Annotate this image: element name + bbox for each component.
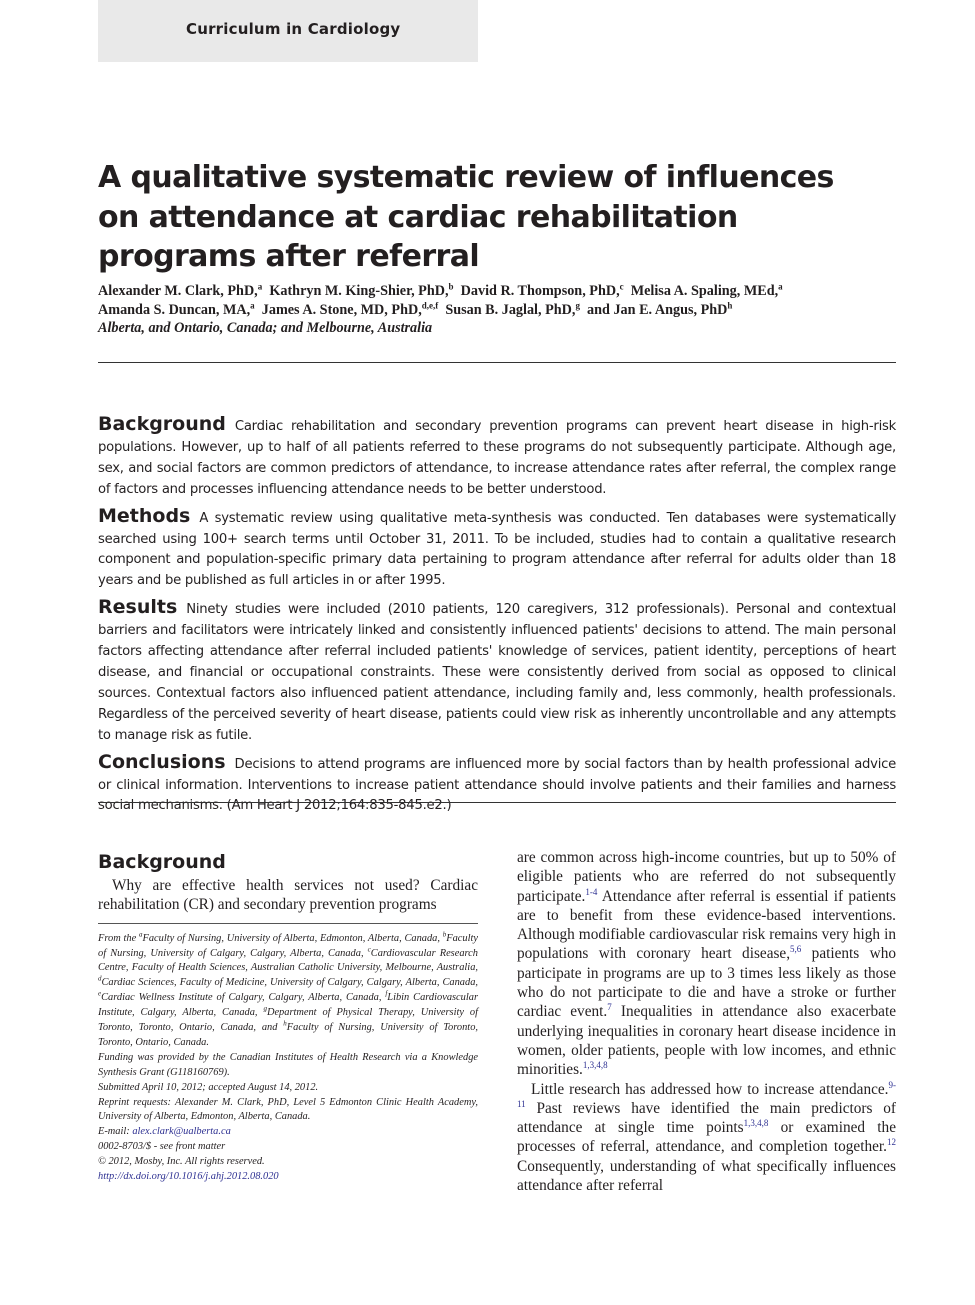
author-affiliation-mark: h (727, 299, 733, 310)
abstract-methods-label: Methods (98, 504, 191, 527)
footnote-funding: Funding was provided by the Canadian Institutes of Health Research via a Knowledge Synthesis Grant (G118160769). (98, 1051, 478, 1078)
footnote-text: Faculty of Nursing, University of Alberta, Edmonton, Alberta, Canada, (142, 932, 443, 944)
abstract-results (98, 597, 896, 746)
abstract-results-text: Ninety studies were included (2010 patients, 120 caregivers, 312 professionals). Personal and contextual barriers and facilitators were intricately linked and consistently influenced patients' decisions to attend. The main personal factors affecting attendance after referral included patients' knowledge of services, patient identity, perceptions of heart disease, and financial or occupational constraints. These were consistently derived from social as opposed to clinical sources. Contextual factors also influenced patient attendance, including family and, less commonly, health professionals. Regardless of the perceived severity of heart disease, patients could view risk as inherently uncontrollable and any attempts to manage risk as futile. (98, 602, 896, 743)
footnote-submitted: Submitted April 10, 2012; accepted August 14, 2012. (98, 1081, 319, 1093)
abstract-background (98, 414, 896, 501)
citation-ref[interactable]: 1,3,4,8 (582, 1060, 608, 1071)
author-affiliation-mark: c (619, 281, 624, 292)
divider-top (98, 362, 896, 363)
affiliation-mark: e (98, 989, 102, 998)
footnote-issn: 0002-8703/$ - see front matter (98, 1141, 226, 1153)
author-list (98, 282, 898, 338)
citation-ref[interactable]: 7 (607, 1002, 612, 1013)
author[interactable]: Alexander M. Clark, PhD, (98, 283, 258, 299)
citation-ref[interactable]: 12 (887, 1137, 896, 1148)
footnote-doi (98, 1170, 478, 1185)
author-affiliation-mark: g (575, 299, 580, 310)
author[interactable]: David R. Thompson, PhD, (460, 283, 620, 299)
body-paragraph: Why are effective health services not used? Cardiac rehabilitation (CR) and secondary prevention programs (98, 877, 478, 914)
journal-section-label: Curriculum in Cardiology (186, 20, 401, 38)
body-paragraph (517, 848, 896, 1080)
author-affiliation-mark: b (448, 281, 454, 292)
citation-ref[interactable]: 1,3,4,8 (743, 1118, 769, 1129)
doi-link[interactable]: http://dx.doi.org/10.1016/j.ahj.2012.08.020 (98, 1171, 279, 1183)
citation-ref[interactable]: 1-4 (585, 886, 598, 897)
footnote-text: Department of Physical Therapy, University of Toronto, Toronto, Ontario, Canada, and (98, 1007, 478, 1034)
affiliation-mark: c (367, 945, 371, 954)
footnote-copyright: © 2012, Mosby, Inc. All rights reserved. (98, 1156, 265, 1168)
footnote-text: Cardiac Wellness Institute of Calgary, Calgary, Alberta, Canada, (101, 992, 386, 1004)
body-text-run: are common across high-income countries, but up to 50% of eligible patients who are referred do not subsequently participate. (517, 849, 896, 905)
abstract (98, 414, 896, 822)
body-text-run: Inequalities in attendance also exacerbate underlying inequalities in coronary heart disease incidence in women, older patients, people with low incomes, and ethnic minorities. (517, 1003, 896, 1079)
footnote-rule (98, 923, 478, 924)
abstract-conclusions-text: Decisions to attend programs are influenced more by social factors than by health professional advice or clinical information. Interventions to increase patient attendance should involve patients and their families and harness social mechanisms. (Am Heart J 2012;164:835-845.e2.) (98, 756, 896, 814)
affiliation-mark: g (263, 1004, 267, 1013)
author[interactable]: Kathryn M. King-Shier, PhD, (269, 283, 449, 299)
abstract-results-label: Results (98, 596, 178, 619)
email-label: E-mail: (98, 1126, 133, 1138)
divider-abstract-bottom (98, 802, 896, 803)
footnote-text: Libin Cardiovascular Institute, Calgary, Alberta, Canada, (98, 992, 478, 1019)
author[interactable]: James A. Stone, MD, PhD, (261, 301, 422, 318)
email-link[interactable]: alex.clark@ualberta.ca (132, 1126, 231, 1138)
footnote-affiliations (98, 932, 478, 1051)
footnotes (98, 932, 478, 1185)
body-text-run: Consequently, understanding of what specifically influences attendance after referral (517, 1157, 896, 1195)
affiliation-mark: d (98, 974, 102, 983)
abstract-conclusions (98, 752, 896, 818)
citation-ref[interactable]: 5,6 (790, 944, 802, 955)
body-text-run: Little research has addressed how to increase attendance. (531, 1080, 889, 1098)
author[interactable]: Melisa A. Spaling, MEd, (630, 283, 779, 299)
author[interactable]: and Jan E. Angus, PhD (587, 301, 728, 318)
body-text-run: Past reviews have identified the main predictors of attendance at single time points (517, 1099, 896, 1137)
footnote-text: Faculty of Nursing, University of Calgary, Calgary, Alberta, Canada, (98, 932, 478, 959)
author[interactable]: Amanda S. Duncan, MA, (98, 301, 251, 318)
affiliation-mark: h (283, 1019, 287, 1028)
footnote-text: Cardiovascular Research Centre, Faculty of Health Sciences, Australian Catholic University, Melbourne, Australia, (98, 947, 478, 974)
affiliation-line: Alberta, and Ontario, Canada; and Melbourne, Australia (98, 320, 433, 336)
footnote-email (98, 1125, 478, 1140)
article-title: A qualitative systematic review of influences on attendance at cardiac rehabilitation programs after referral (98, 160, 834, 274)
author-affiliation-mark: d,e,f (421, 299, 439, 310)
journal-section-tab (98, 0, 478, 62)
footnote-reprint: Reprint requests: Alexander M. Clark, PhD, Level 5 Edmonton Clinic Health Academy, University of Alberta, Edmonton, Alberta, Canada. (98, 1096, 478, 1123)
abstract-background-label: Background (98, 413, 226, 435)
author[interactable]: Susan B. Jaglal, PhD, (445, 301, 576, 318)
author-affiliation-mark: a (778, 281, 783, 292)
right-column (517, 848, 896, 1195)
section-heading-background: Background (98, 851, 226, 873)
footnote-text: Faculty of Nursing, University of Toronto, Toronto, Ontario, Canada. (98, 1022, 478, 1048)
abstract-background-text: Cardiac rehabilitation and secondary prevention programs can prevent heart disease in high-risk populations. However, up to half of all patients referred to these programs do not subsequently participate. Although age, sex, and social factors are common predictors of attendance, to increase attendance rates after referral, the complex range of factors and processes influencing attendance needs to be better understood. (98, 419, 896, 497)
affiliation-mark: b (442, 930, 447, 939)
author-affiliation-mark: a (250, 299, 255, 310)
affiliation-mark: a (138, 930, 143, 939)
body-text-run: or examined the processes of referral, attendance, and completion together. (517, 1119, 896, 1156)
citation-ref[interactable]: 9-11 (517, 1079, 896, 1109)
abstract-conclusions-label: Conclusions (98, 750, 226, 773)
body-text-run: Attendance after referral is essential if patients are to benefit from these evidence-based interventions. Although modifiable cardiovascular risk remains very high in populations with coronary heart disease, (517, 887, 896, 963)
footnote-text: Cardiac Sciences, Faculty of Medicine, University of Calgary, Calgary, Alberta, Canada, (101, 977, 478, 989)
affiliation-mark: f (385, 989, 388, 998)
body-paragraph (517, 1080, 896, 1196)
footnote-text: From the (98, 932, 139, 944)
left-column (98, 848, 478, 1185)
body-text-run: patients who participate in programs are up to 3 times less likely as those who do not participate to die and have a stroke or further cardiac event. (517, 945, 896, 1021)
abstract-methods-text: A systematic review using qualitative meta-synthesis was conducted. Ten databases were systematically searched using 100+ search terms until October 31, 2011. To be included, studies had to contain a qualitative research component and population-specific primary data pertaining to program attendance after referral for adults older than 18 years and be published as full articles in or after 1995. (98, 510, 896, 589)
author-affiliation-mark: a (257, 281, 263, 292)
abstract-methods (98, 506, 896, 593)
